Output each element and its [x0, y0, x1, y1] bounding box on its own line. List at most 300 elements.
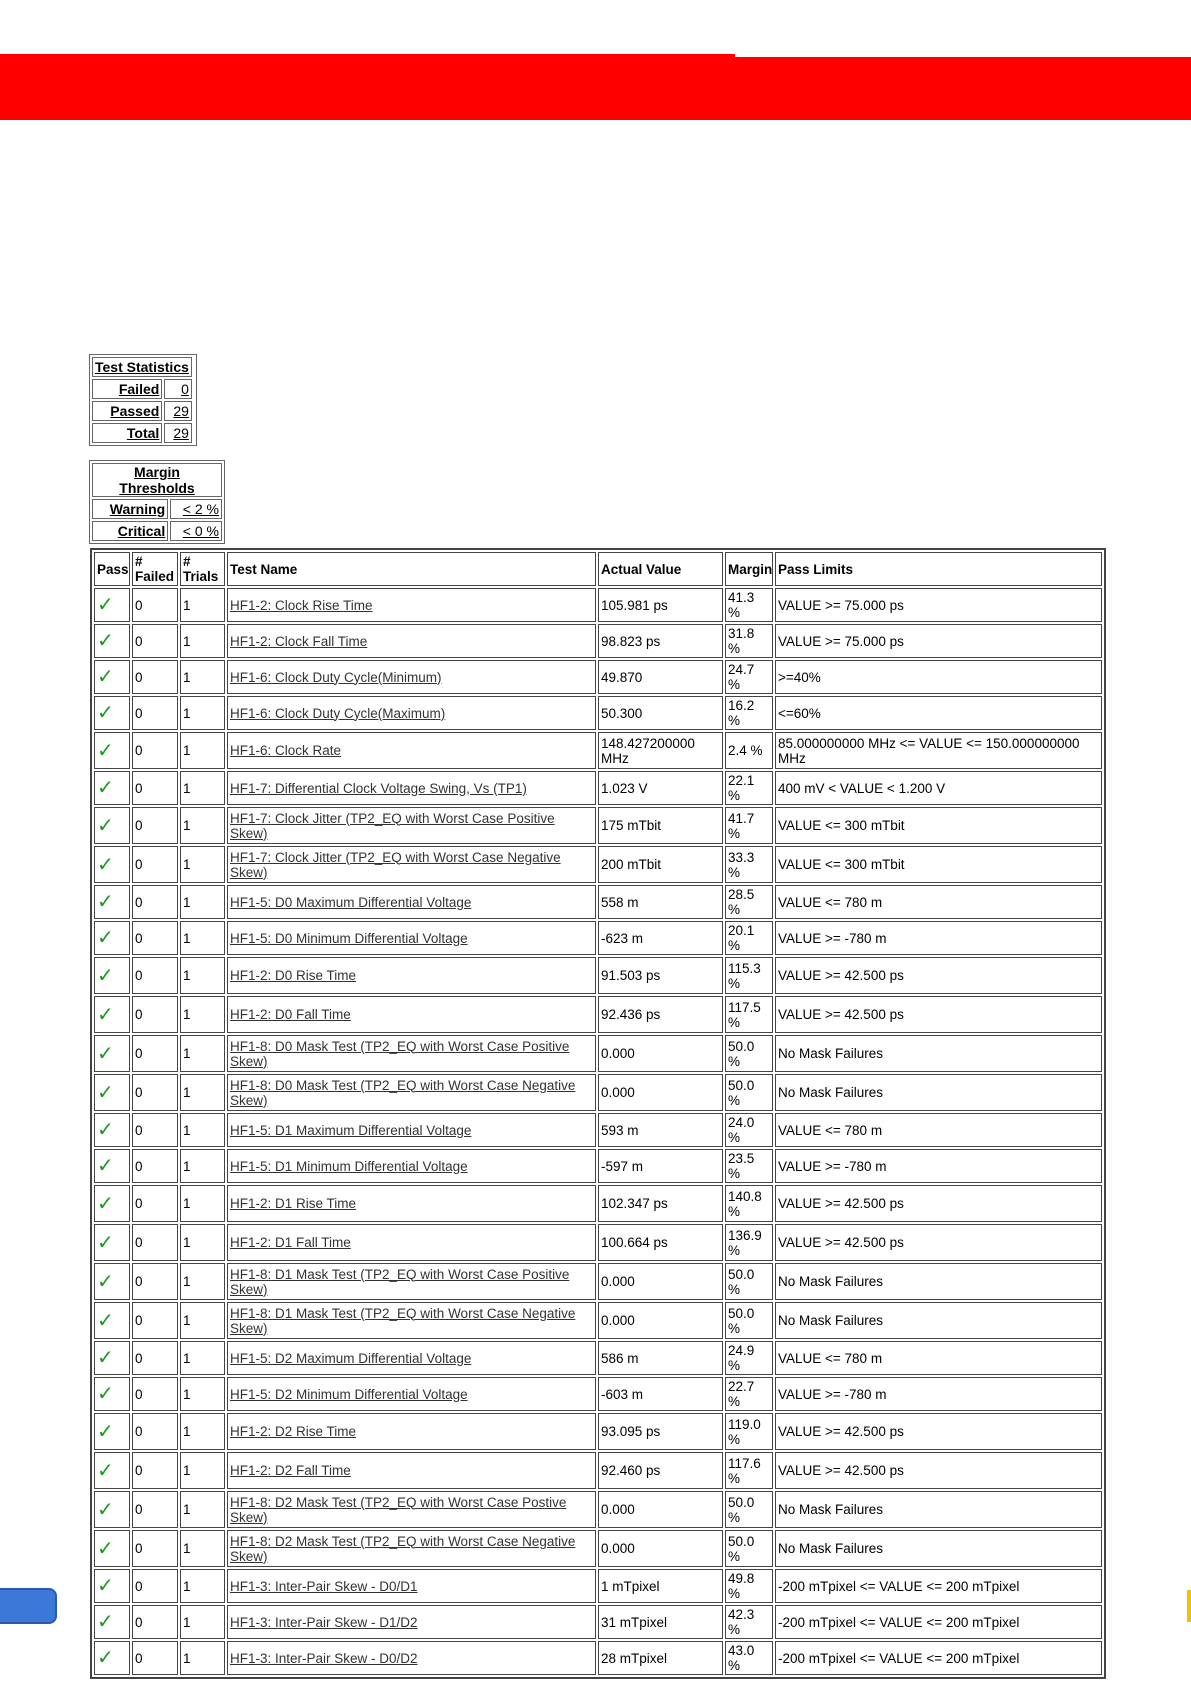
pass-cell: [94, 1185, 130, 1222]
margin-thresholds-box: [89, 460, 225, 544]
check-icon: ✓: [97, 891, 114, 913]
test-name-cell: [227, 1185, 596, 1222]
test-name-link[interactable]: HF1-7: Differential Clock Voltage Swing, Vs (TP1): [230, 780, 527, 796]
check-icon: ✓: [97, 666, 114, 688]
trials-cell: 1: [180, 660, 225, 694]
pass-cell: [94, 1530, 130, 1567]
trials-cell: 1: [180, 921, 225, 955]
failed-cell: 0: [132, 696, 178, 730]
test-name-cell: [227, 1413, 596, 1450]
pass-cell: [94, 807, 130, 844]
test-name-cell: [227, 921, 596, 955]
col-header-test-name: Test Name: [227, 552, 596, 586]
table-row: [94, 1605, 1102, 1639]
test-name-cell: [227, 957, 596, 994]
results-table: [90, 548, 1106, 1679]
trials-cell: 1: [180, 1605, 225, 1639]
actual-value-cell: 92.436 ps: [598, 996, 723, 1033]
test-name-link[interactable]: HF1-5: D1 Maximum Differential Voltage: [230, 1122, 472, 1138]
test-name-link[interactable]: HF1-5: D2 Maximum Differential Voltage: [230, 1350, 472, 1366]
pass-cell: [94, 846, 130, 883]
margin-cell: 50.0 %: [725, 1530, 773, 1567]
pass-cell: [94, 1641, 130, 1675]
trials-cell: 1: [180, 1224, 225, 1261]
test-name-cell: [227, 807, 596, 844]
actual-value-cell: 0.000: [598, 1530, 723, 1567]
check-icon: ✓: [97, 777, 114, 799]
table-row: [94, 588, 1102, 622]
corner-tab-button[interactable]: [0, 1588, 57, 1624]
pass-limits-cell: <=60%: [775, 696, 1102, 730]
trials-cell: 1: [180, 696, 225, 730]
margin-cell: 31.8 %: [725, 624, 773, 658]
failed-cell: 0: [132, 660, 178, 694]
trials-cell: 1: [180, 1035, 225, 1072]
test-name-link[interactable]: HF1-2: D1 Rise Time: [230, 1196, 357, 1211]
trials-cell: 1: [180, 771, 225, 805]
margin-cell: 50.0 %: [725, 1491, 773, 1528]
trials-cell: 1: [180, 807, 225, 844]
table-row: [94, 957, 1102, 994]
actual-value-cell: 91.503 ps: [598, 957, 723, 994]
pass-cell: [94, 732, 130, 769]
trials-cell: 1: [180, 885, 225, 919]
check-icon: ✓: [97, 1192, 114, 1215]
pass-limits-cell: VALUE <= 780 m: [775, 1341, 1102, 1375]
failed-cell: 0: [132, 1149, 178, 1183]
table-row: [94, 1113, 1102, 1147]
table-row: [94, 1185, 1102, 1222]
threshold-critical-label[interactable]: Critical: [92, 521, 168, 541]
margin-cell: 41.7 %: [725, 807, 773, 844]
test-name-link[interactable]: HF1-2: D2 Fall Time: [230, 1463, 351, 1478]
pass-cell: [94, 1035, 130, 1072]
test-name-link[interactable]: HF1-8: D0 Mask Test (TP2_EQ with Worst Case Positive Skew): [230, 1038, 570, 1069]
check-icon: ✓: [97, 1537, 114, 1560]
test-name-link[interactable]: HF1-5: D0 Minimum Differential Voltage: [230, 930, 468, 946]
test-name-cell: [227, 1452, 596, 1489]
pass-limits-cell: VALUE >= 42.500 ps: [775, 1185, 1102, 1222]
test-name-link[interactable]: HF1-3: Inter-Pair Skew - D1/D2: [230, 1614, 418, 1630]
actual-value-cell: 100.664 ps: [598, 1224, 723, 1261]
failed-cell: 0: [132, 1074, 178, 1111]
failed-cell: 0: [132, 885, 178, 919]
threshold-warning-label[interactable]: Warning: [92, 499, 168, 519]
pass-limits-cell: >=40%: [775, 660, 1102, 694]
check-icon: ✓: [97, 1270, 114, 1293]
header-band: [0, 54, 1191, 120]
pass-cell: [94, 921, 130, 955]
pass-cell: [94, 1113, 130, 1147]
margin-cell: 22.1 %: [725, 771, 773, 805]
test-name-cell: [227, 1530, 596, 1567]
test-name-link[interactable]: HF1-8: D1 Mask Test (TP2_EQ with Worst Case Negative Skew): [230, 1305, 576, 1336]
actual-value-cell: 49.870: [598, 660, 723, 694]
stat-failed-label[interactable]: Failed: [92, 379, 162, 399]
trials-cell: 1: [180, 1569, 225, 1603]
table-row: [94, 921, 1102, 955]
trials-cell: 1: [180, 588, 225, 622]
pass-limits-cell: No Mask Failures: [775, 1263, 1102, 1300]
pass-limits-cell: VALUE <= 300 mTbit: [775, 846, 1102, 883]
pass-cell: [94, 885, 130, 919]
pass-limits-cell: VALUE >= 42.500 ps: [775, 957, 1102, 994]
test-name-cell: [227, 1113, 596, 1147]
pass-limits-cell: VALUE >= 42.500 ps: [775, 1413, 1102, 1450]
trials-cell: 1: [180, 1452, 225, 1489]
actual-value-cell: 0.000: [598, 1302, 723, 1339]
test-name-cell: [227, 1074, 596, 1111]
trials-cell: 1: [180, 996, 225, 1033]
pass-limits-cell: VALUE >= -780 m: [775, 1149, 1102, 1183]
pass-limits-cell: No Mask Failures: [775, 1302, 1102, 1339]
margin-cell: 41.3 %: [725, 588, 773, 622]
failed-cell: 0: [132, 1224, 178, 1261]
actual-value-cell: 102.347 ps: [598, 1185, 723, 1222]
check-icon: ✓: [97, 1498, 114, 1521]
pass-cell: [94, 1452, 130, 1489]
failed-cell: 0: [132, 1185, 178, 1222]
pass-cell: [94, 1149, 130, 1183]
stat-passed-value[interactable]: 29: [164, 401, 192, 421]
test-name-cell: [227, 846, 596, 883]
test-name-link[interactable]: HF1-6: Clock Duty Cycle(Minimum): [230, 669, 442, 685]
margin-cell: 50.0 %: [725, 1263, 773, 1300]
failed-cell: 0: [132, 996, 178, 1033]
threshold-warning-value[interactable]: < 2 %: [170, 499, 222, 519]
pass-limits-cell: -200 mTpixel <= VALUE <= 200 mTpixel: [775, 1605, 1102, 1639]
pass-limits-cell: -200 mTpixel <= VALUE <= 200 mTpixel: [775, 1569, 1102, 1603]
edge-marker: [1187, 1590, 1191, 1622]
test-name-link[interactable]: HF1-2: Clock Rise Time: [230, 597, 373, 613]
table-row: [94, 1074, 1102, 1111]
margin-cell: 50.0 %: [725, 1074, 773, 1111]
table-row: [94, 1569, 1102, 1603]
margin-cell: 49.8 %: [725, 1569, 773, 1603]
trials-cell: 1: [180, 624, 225, 658]
check-icon: ✓: [97, 1575, 114, 1597]
table-row: [94, 996, 1102, 1033]
trials-cell: 1: [180, 732, 225, 769]
check-icon: ✓: [97, 927, 114, 949]
trials-cell: 1: [180, 1302, 225, 1339]
actual-value-cell: -623 m: [598, 921, 723, 955]
trials-cell: 1: [180, 1074, 225, 1111]
margin-cell: 50.0 %: [725, 1302, 773, 1339]
table-row: [94, 771, 1102, 805]
actual-value-cell: 148.427200000 MHz: [598, 732, 723, 769]
test-name-link[interactable]: HF1-5: D2 Minimum Differential Voltage: [230, 1386, 468, 1402]
test-name-cell: [227, 1569, 596, 1603]
failed-cell: 0: [132, 846, 178, 883]
table-row: [94, 696, 1102, 730]
table-row: [94, 1377, 1102, 1411]
table-row: [94, 885, 1102, 919]
check-icon: ✓: [97, 1459, 114, 1482]
test-name-cell: [227, 660, 596, 694]
col-header-actual-value: Actual Value: [598, 552, 723, 586]
test-name-cell: [227, 996, 596, 1033]
test-name-link[interactable]: HF1-7: Clock Jitter (TP2_EQ with Worst Case Positive Skew): [230, 810, 555, 841]
check-icon: ✓: [97, 1347, 114, 1369]
actual-value-cell: 93.095 ps: [598, 1413, 723, 1450]
check-icon: ✓: [97, 853, 114, 876]
margin-cell: 136.9 %: [725, 1224, 773, 1261]
pass-cell: [94, 1491, 130, 1528]
check-icon: ✓: [97, 630, 114, 652]
pass-limits-cell: VALUE <= 780 m: [775, 885, 1102, 919]
check-icon: ✓: [97, 739, 114, 762]
test-name-link[interactable]: HF1-2: D1 Fall Time: [230, 1235, 351, 1250]
col-header-pass-limits: Pass Limits: [775, 552, 1102, 586]
actual-value-cell: 558 m: [598, 885, 723, 919]
table-row: [94, 660, 1102, 694]
actual-value-cell: 1.023 V: [598, 771, 723, 805]
pass-cell: [94, 1377, 130, 1411]
table-row: [94, 1341, 1102, 1375]
table-row: [94, 1641, 1102, 1675]
test-name-link[interactable]: HF1-8: D2 Mask Test (TP2_EQ with Worst Case Postive Skew): [230, 1494, 567, 1525]
check-icon: ✓: [97, 1155, 114, 1177]
test-name-link[interactable]: HF1-8: D2 Mask Test (TP2_EQ with Worst Case Negative Skew): [230, 1533, 576, 1564]
pass-limits-cell: VALUE >= 75.000 ps: [775, 624, 1102, 658]
check-icon: ✓: [97, 1081, 114, 1104]
margin-cell: 117.6 %: [725, 1452, 773, 1489]
table-row: [94, 1224, 1102, 1261]
test-name-cell: [227, 732, 596, 769]
stat-passed-label[interactable]: Passed: [92, 401, 162, 421]
pass-limits-cell: No Mask Failures: [775, 1491, 1102, 1528]
failed-cell: 0: [132, 1413, 178, 1450]
failed-cell: 0: [132, 1605, 178, 1639]
stat-total-value[interactable]: 29: [164, 423, 192, 443]
stat-failed-value[interactable]: 0: [164, 379, 192, 399]
pass-limits-cell: VALUE >= -780 m: [775, 921, 1102, 955]
test-statistics-title[interactable]: Test Statistics: [92, 357, 192, 377]
test-name-link[interactable]: HF1-2: D2 Rise Time: [230, 1424, 357, 1439]
test-statistics-box: [89, 354, 197, 446]
test-name-link[interactable]: HF1-5: D0 Maximum Differential Voltage: [230, 894, 472, 910]
check-icon: ✓: [97, 1231, 114, 1254]
failed-cell: 0: [132, 1530, 178, 1567]
table-row: [94, 1452, 1102, 1489]
margin-cell: 28.5 %: [725, 885, 773, 919]
check-icon: ✓: [97, 1647, 114, 1669]
table-row: [94, 1035, 1102, 1072]
trials-cell: 1: [180, 1113, 225, 1147]
trials-cell: 1: [180, 1377, 225, 1411]
actual-value-cell: 586 m: [598, 1341, 723, 1375]
margin-cell: 117.5 %: [725, 996, 773, 1033]
failed-cell: 0: [132, 1302, 178, 1339]
margin-cell: 20.1 %: [725, 921, 773, 955]
table-row: [94, 1302, 1102, 1339]
test-name-cell: [227, 1149, 596, 1183]
pass-cell: [94, 1074, 130, 1111]
actual-value-cell: 28 mTpixel: [598, 1641, 723, 1675]
actual-value-cell: 1 mTpixel: [598, 1569, 723, 1603]
test-name-link[interactable]: HF1-8: D0 Mask Test (TP2_EQ with Worst Case Negative Skew): [230, 1077, 576, 1108]
table-row: [94, 846, 1102, 883]
test-name-link[interactable]: HF1-6: Clock Rate: [230, 743, 342, 758]
table-row: [94, 1530, 1102, 1567]
trials-cell: 1: [180, 1149, 225, 1183]
stat-total-label[interactable]: Total: [92, 423, 162, 443]
test-name-cell: [227, 696, 596, 730]
pass-limits-cell: 400 mV < VALUE < 1.200 V: [775, 771, 1102, 805]
table-row: [94, 1413, 1102, 1450]
pass-limits-cell: No Mask Failures: [775, 1530, 1102, 1567]
col-header-pass: Pass: [94, 552, 130, 586]
margin-cell: 50.0 %: [725, 1035, 773, 1072]
failed-cell: 0: [132, 1377, 178, 1411]
failed-cell: 0: [132, 1035, 178, 1072]
test-name-link[interactable]: HF1-3: Inter-Pair Skew - D0/D2: [230, 1650, 418, 1666]
margin-cell: 24.0 %: [725, 1113, 773, 1147]
pass-limits-cell: VALUE <= 780 m: [775, 1113, 1102, 1147]
pass-cell: [94, 957, 130, 994]
check-icon: ✓: [97, 964, 114, 987]
table-row: [94, 1263, 1102, 1300]
margin-cell: 140.8 %: [725, 1185, 773, 1222]
test-name-cell: [227, 1224, 596, 1261]
pass-cell: [94, 1302, 130, 1339]
failed-cell: 0: [132, 588, 178, 622]
table-row: [94, 807, 1102, 844]
test-name-link[interactable]: HF1-3: Inter-Pair Skew - D0/D1: [230, 1578, 418, 1594]
actual-value-cell: 50.300: [598, 696, 723, 730]
margin-cell: 33.3 %: [725, 846, 773, 883]
trials-cell: 1: [180, 1491, 225, 1528]
pass-cell: [94, 1569, 130, 1603]
check-icon: ✓: [97, 1309, 114, 1332]
failed-cell: 0: [132, 624, 178, 658]
failed-cell: 0: [132, 1641, 178, 1675]
pass-limits-cell: 85.000000000 MHz <= VALUE <= 150.000000000 MHz: [775, 732, 1102, 769]
threshold-critical-value[interactable]: < 0 %: [170, 521, 222, 541]
margin-cell: 115.3 %: [725, 957, 773, 994]
pass-limits-cell: No Mask Failures: [775, 1074, 1102, 1111]
pass-cell: [94, 1263, 130, 1300]
pass-cell: [94, 1605, 130, 1639]
margin-cell: 23.5 %: [725, 1149, 773, 1183]
actual-value-cell: 0.000: [598, 1035, 723, 1072]
check-icon: ✓: [97, 1383, 114, 1405]
test-name-link[interactable]: HF1-5: D1 Minimum Differential Voltage: [230, 1158, 468, 1174]
test-name-cell: [227, 624, 596, 658]
test-name-cell: [227, 1641, 596, 1675]
table-row: [94, 1149, 1102, 1183]
pass-limits-cell: No Mask Failures: [775, 1035, 1102, 1072]
failed-cell: 0: [132, 921, 178, 955]
margin-cell: 43.0 %: [725, 1641, 773, 1675]
pass-limits-cell: VALUE >= 75.000 ps: [775, 588, 1102, 622]
pass-cell: [94, 588, 130, 622]
results-body: [94, 588, 1102, 1675]
test-name-cell: [227, 1263, 596, 1300]
margin-cell: 2.4 %: [725, 732, 773, 769]
pass-limits-cell: -200 mTpixel <= VALUE <= 200 mTpixel: [775, 1641, 1102, 1675]
actual-value-cell: -603 m: [598, 1377, 723, 1411]
test-name-link[interactable]: HF1-7: Clock Jitter (TP2_EQ with Worst Case Negative Skew): [230, 849, 561, 880]
actual-value-cell: -597 m: [598, 1149, 723, 1183]
failed-cell: 0: [132, 957, 178, 994]
pass-limits-cell: VALUE >= 42.500 ps: [775, 1224, 1102, 1261]
failed-cell: 0: [132, 1263, 178, 1300]
check-icon: ✓: [97, 1420, 114, 1443]
check-icon: ✓: [97, 1042, 114, 1065]
trials-cell: 1: [180, 846, 225, 883]
trials-cell: 1: [180, 1530, 225, 1567]
table-row: [94, 732, 1102, 769]
table-row: [94, 1491, 1102, 1528]
col-header-failed: # Failed: [132, 552, 178, 586]
test-name-cell: [227, 588, 596, 622]
margin-cell: 119.0 %: [725, 1413, 773, 1450]
actual-value-cell: 0.000: [598, 1491, 723, 1528]
col-header-trials: # Trials: [180, 552, 225, 586]
pass-limits-cell: VALUE >= 42.500 ps: [775, 996, 1102, 1033]
pass-cell: [94, 696, 130, 730]
failed-cell: 0: [132, 1569, 178, 1603]
test-name-link[interactable]: HF1-2: D0 Rise Time: [230, 968, 357, 983]
failed-cell: 0: [132, 732, 178, 769]
margin-thresholds-title[interactable]: Margin Thresholds: [92, 463, 222, 497]
test-name-cell: [227, 1035, 596, 1072]
margin-cell: 42.3 %: [725, 1605, 773, 1639]
failed-cell: 0: [132, 1491, 178, 1528]
test-name-link[interactable]: HF1-6: Clock Duty Cycle(Maximum): [230, 705, 446, 721]
actual-value-cell: 0.000: [598, 1263, 723, 1300]
check-icon: ✓: [97, 1119, 114, 1141]
actual-value-cell: 98.823 ps: [598, 624, 723, 658]
trials-cell: 1: [180, 1641, 225, 1675]
test-name-cell: [227, 1491, 596, 1528]
test-name-cell: [227, 771, 596, 805]
failed-cell: 0: [132, 771, 178, 805]
pass-cell: [94, 624, 130, 658]
check-icon: ✓: [97, 1611, 114, 1633]
pass-limits-cell: VALUE >= -780 m: [775, 1377, 1102, 1411]
pass-cell: [94, 996, 130, 1033]
margin-cell: 24.7 %: [725, 660, 773, 694]
actual-value-cell: 200 mTbit: [598, 846, 723, 883]
trials-cell: 1: [180, 1341, 225, 1375]
pass-limits-cell: VALUE >= 42.500 ps: [775, 1452, 1102, 1489]
pass-limits-cell: VALUE <= 300 mTbit: [775, 807, 1102, 844]
actual-value-cell: 175 mTbit: [598, 807, 723, 844]
margin-cell: 16.2 %: [725, 696, 773, 730]
failed-cell: 0: [132, 1341, 178, 1375]
check-icon: ✓: [97, 702, 114, 724]
check-icon: ✓: [97, 1003, 114, 1026]
pass-cell: [94, 660, 130, 694]
test-name-link[interactable]: HF1-2: D0 Fall Time: [230, 1007, 351, 1022]
trials-cell: 1: [180, 1185, 225, 1222]
failed-cell: 0: [132, 807, 178, 844]
margin-cell: 22.7 %: [725, 1377, 773, 1411]
actual-value-cell: 105.981 ps: [598, 588, 723, 622]
test-name-cell: [227, 1341, 596, 1375]
header-band-notch: [735, 54, 1191, 57]
failed-cell: 0: [132, 1452, 178, 1489]
test-name-link[interactable]: HF1-2: Clock Fall Time: [230, 633, 368, 649]
table-row: [94, 624, 1102, 658]
failed-cell: 0: [132, 1113, 178, 1147]
trials-cell: 1: [180, 1413, 225, 1450]
test-name-link[interactable]: HF1-8: D1 Mask Test (TP2_EQ with Worst Case Positive Skew): [230, 1266, 570, 1297]
trials-cell: 1: [180, 957, 225, 994]
